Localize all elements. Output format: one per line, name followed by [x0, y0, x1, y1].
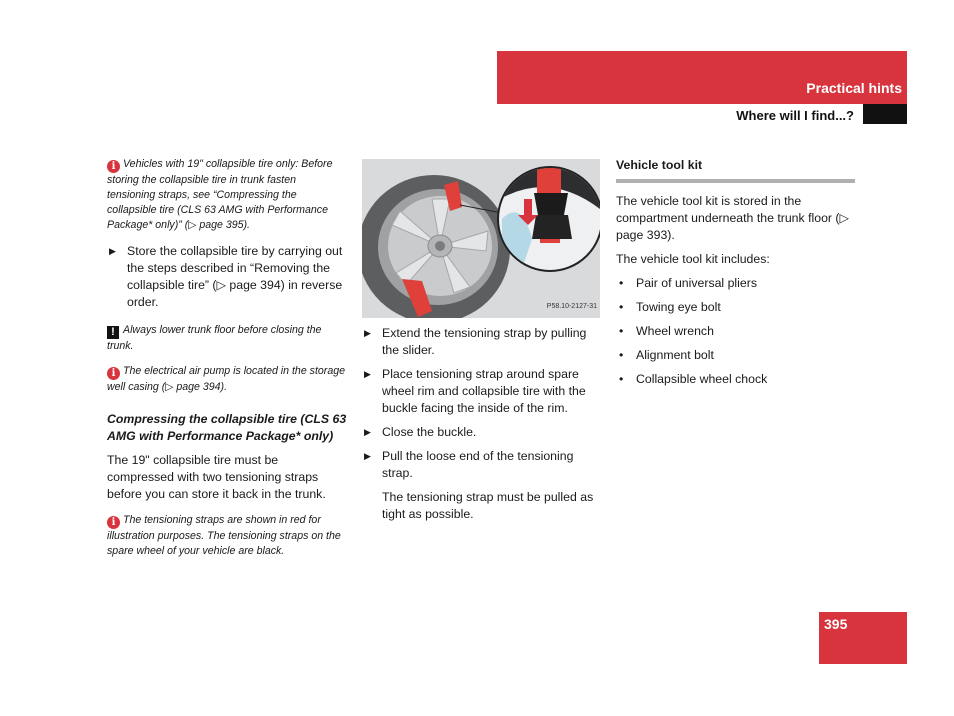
list-item — [616, 275, 856, 292]
instruction-step — [362, 325, 602, 359]
step-text: Extend the tensioning strap by pulling the slider. — [382, 326, 587, 357]
info-note — [107, 364, 347, 395]
warning-note — [107, 323, 347, 354]
bullet-icon: • — [619, 276, 624, 290]
list-item-text: Collapsible wheel chock — [636, 372, 768, 386]
triangle-right-icon: ▶ — [364, 369, 371, 379]
paragraph: The 19" collapsible tire must be compressed with two tensioning straps before you can store it back in the trunk. — [107, 453, 326, 501]
subheading: Compressing the collapsible tire (CLS 63 AMG with Performance Package* only) — [107, 412, 347, 443]
column-left — [107, 157, 347, 569]
info-icon: i — [107, 160, 120, 173]
bullet-icon: • — [619, 300, 624, 314]
list-item-text: Towing eye bolt — [636, 300, 721, 314]
list-item — [616, 299, 856, 316]
tire-illustration-svg — [362, 159, 600, 318]
warning-icon: ! — [107, 326, 119, 339]
triangle-right-icon: ▶ — [364, 427, 371, 437]
triangle-right-icon: ▶ — [109, 246, 116, 256]
list-item — [616, 371, 856, 388]
bullet-icon: • — [619, 348, 624, 362]
triangle-right-icon: ▶ — [364, 328, 371, 338]
list-item — [616, 347, 856, 364]
note-text: The electrical air pump is located in the storage well casing (▷ page 394). — [107, 365, 345, 393]
instruction-step — [362, 448, 602, 482]
paragraph: The vehicle tool kit is stored in the compartment underneath the trunk floor (▷ page 393). — [616, 194, 849, 242]
tire-strap-illustration — [362, 159, 600, 318]
column-middle — [362, 159, 602, 530]
list-item — [616, 323, 856, 340]
list-item-text: Wheel wrench — [636, 324, 714, 338]
instruction-step — [107, 243, 347, 311]
step-text: Pull the loose end of the tensioning strap. — [382, 449, 574, 480]
step-text: Store the collapsible tire by carrying out the steps described in “Removing the collapsible tire” (▷ page 394) in reverse order. — [127, 244, 343, 309]
bullet-icon: • — [619, 324, 624, 338]
column-right — [616, 157, 856, 395]
warning-text: Always lower trunk floor before closing the trunk. — [107, 324, 322, 352]
list-item-text: Alignment bolt — [636, 348, 714, 362]
page-number: 395 — [824, 616, 848, 632]
info-note — [107, 157, 347, 233]
instruction-step — [362, 424, 602, 441]
subsection-tab — [863, 104, 907, 124]
paragraph: The tensioning strap must be pulled as tight as possible. — [382, 490, 594, 521]
figure-code: P58.10-2127-31 — [546, 303, 597, 310]
note-text: The tensioning straps are shown in red for illustration purposes. The tensioning straps on the spare wheel of your vehicle are black. — [107, 514, 341, 557]
section-title: Practical hints — [806, 80, 902, 96]
info-note — [107, 513, 347, 559]
subsection-title: Where will I find...? — [736, 108, 854, 123]
list-item-text: Pair of universal pliers — [636, 276, 757, 290]
section-heading: Vehicle tool kit — [616, 157, 855, 183]
note-text: Vehicles with 19" collapsible tire only: Before storing the collapsible tire in trunk fasten tensioning straps, see “Compressing the collapsible tire (CLS 63 AMG with Performance Package* only)” (▷ page 395). — [107, 158, 333, 231]
info-icon: i — [107, 367, 120, 380]
step-text: Close the buckle. — [382, 425, 477, 439]
step-text: Place tensioning strap around spare wheel rim and collapsible tire with the buckle facing the inside of the rim. — [382, 367, 586, 415]
info-icon: i — [107, 516, 120, 529]
triangle-right-icon: ▶ — [364, 451, 371, 461]
instruction-step — [362, 366, 602, 417]
header-bar — [497, 51, 907, 104]
paragraph: The vehicle tool kit includes: — [616, 252, 770, 266]
bullet-icon: • — [619, 372, 624, 386]
